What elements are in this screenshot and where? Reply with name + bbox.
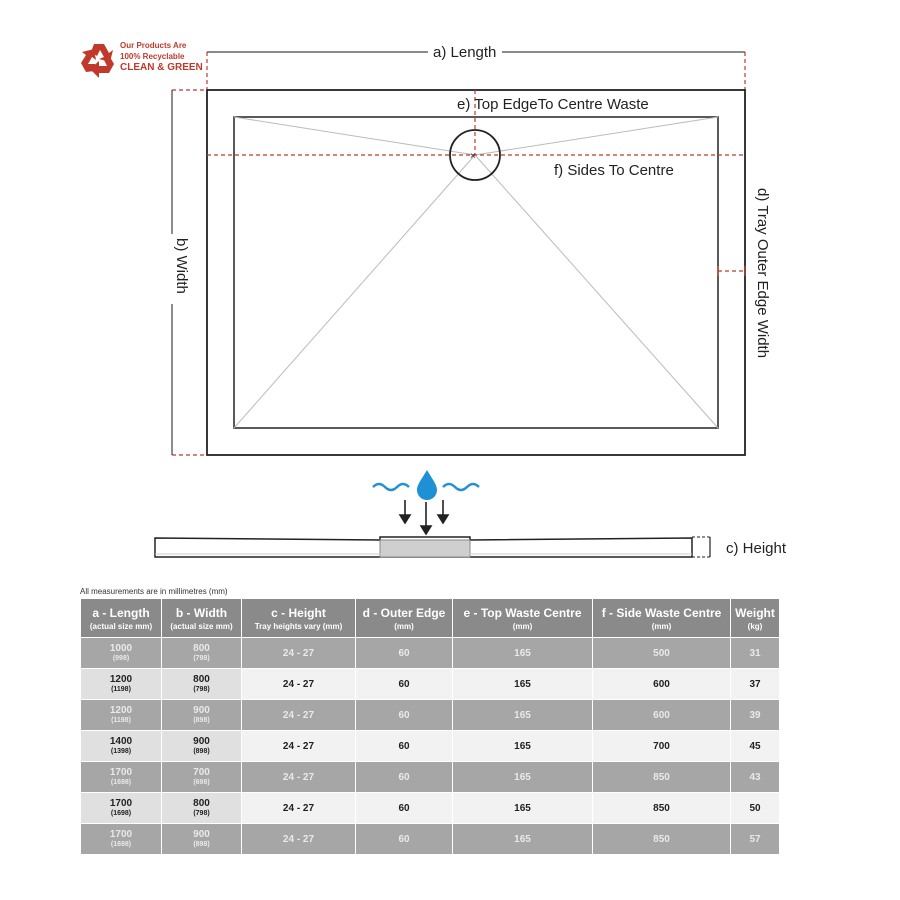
table-row: 1400 (1398) 900 (898) 24 - 27 60 165 700 45 [81, 731, 779, 761]
col-length-header: a - Length (actual size mm) [81, 599, 161, 637]
outer-edge-label: d) Tray Outer Edge Width [754, 188, 771, 359]
badge-line-1: Our Products Are [120, 41, 187, 50]
col-width-header: b - Width (actual size mm) [162, 599, 241, 637]
flow-arrows-icon [400, 500, 448, 534]
sides-to-centre-label: f) Sides To Centre [554, 162, 674, 179]
measurement-note: All measurements are in millimetres (mm) [80, 587, 228, 596]
table-row: 1200 (1198) 900 (898) 24 - 27 60 165 600 39 [81, 700, 779, 730]
table-row: 1700 (1698) 700 (698) 24 - 27 60 165 850 43 [81, 762, 779, 792]
table-row: 1700 (1698) 900 (898) 24 - 27 60 165 850 57 [81, 824, 779, 854]
svg-text:×: × [470, 151, 476, 162]
height-label: c) Height [726, 540, 787, 557]
water-drop-icon [373, 470, 479, 500]
col-top-waste-header: e - Top Waste Centre (mm) [453, 599, 592, 637]
col-outer-edge-header: d - Outer Edge (mm) [356, 599, 452, 637]
top-edge-label: e) Top EdgeTo Centre Waste [457, 96, 649, 113]
badge-line-3: CLEAN & GREEN [120, 62, 203, 73]
length-label: a) Length [433, 44, 497, 61]
table-row: 1700 (1698) 800 (798) 24 - 27 60 165 850 50 [81, 793, 779, 823]
col-side-waste-header: f - Side Waste Centre (mm) [593, 599, 730, 637]
recycle-icon [80, 42, 116, 78]
table-row: 1000 (998) 800 (798) 24 - 27 60 165 500 31 [81, 638, 779, 668]
col-height-header: c - Height Tray heights vary (mm) [242, 599, 355, 637]
recyclable-badge [120, 40, 203, 73]
table-row: 1200 (1198) 800 (798) 24 - 27 60 165 600 37 [81, 669, 779, 699]
badge-line-2: 100% Recyclable [120, 52, 185, 61]
width-label: b) Width [173, 238, 190, 294]
col-weight-header: Weight (kg) [731, 599, 779, 637]
table-header-row [81, 599, 779, 637]
dimensions-table [80, 598, 780, 855]
